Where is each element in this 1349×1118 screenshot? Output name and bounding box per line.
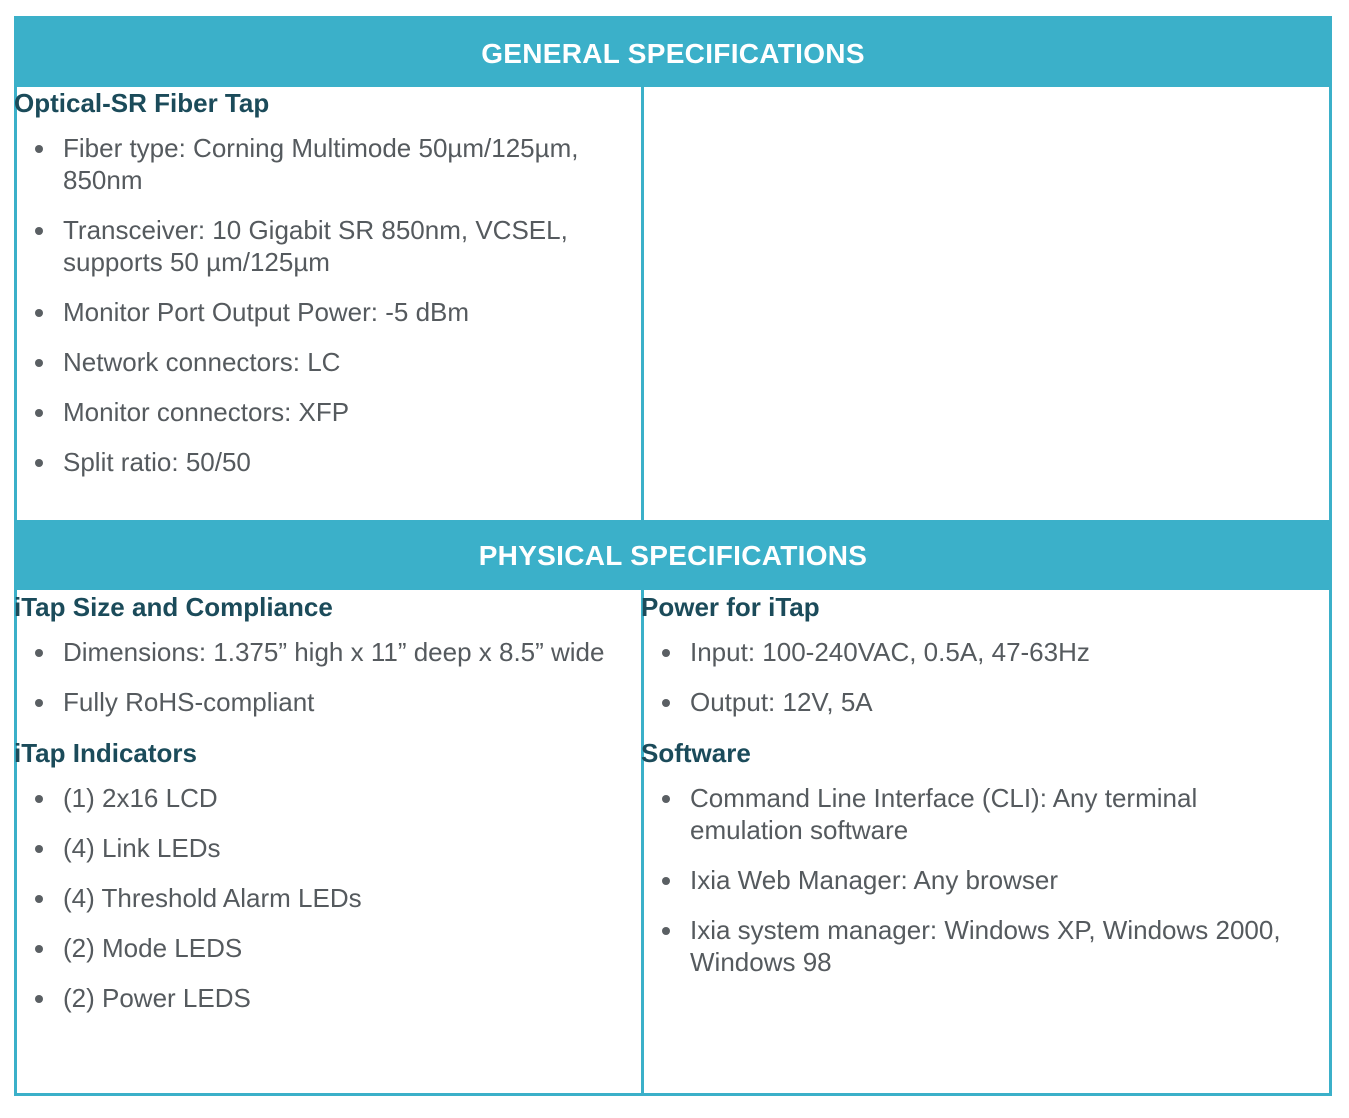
list-item xyxy=(14,686,614,718)
bullet-icon xyxy=(35,845,43,853)
size-and-indicators-section xyxy=(14,590,614,1032)
bullet-icon xyxy=(35,309,43,317)
list-item-text: Ixia system manager: Windows XP, Windows 2000, Windows 98 xyxy=(690,915,1281,977)
list-item xyxy=(14,296,614,328)
list-item-text: Fiber type: Corning Multimode 50µm/125µm, 850nm xyxy=(63,133,579,195)
bullet-icon xyxy=(35,995,43,1003)
list-item-text: (1) 2x16 LCD xyxy=(63,783,218,813)
spec-list xyxy=(14,636,614,718)
spec-list xyxy=(14,132,614,478)
bullet-icon xyxy=(35,359,43,367)
list-item-text: (2) Mode LEDS xyxy=(63,933,243,963)
list-item-text: Input: 100-240VAC, 0.5A, 47-63Hz xyxy=(690,637,1090,667)
list-item xyxy=(641,914,1281,978)
section-heading: Optical-SR Fiber Tap xyxy=(14,88,270,118)
list-item-text: (4) Threshold Alarm LEDs xyxy=(63,883,362,913)
spec-list xyxy=(641,782,1281,978)
bullet-icon xyxy=(662,699,670,707)
spec-list xyxy=(641,636,1281,718)
list-item xyxy=(14,982,614,1014)
bullet-icon xyxy=(35,145,43,153)
bullet-icon xyxy=(35,795,43,803)
list-item xyxy=(641,782,1281,846)
list-item xyxy=(641,864,1281,896)
list-item xyxy=(641,636,1281,668)
bullet-icon xyxy=(35,227,43,235)
list-item-text: Fully RoHS-compliant xyxy=(63,687,315,717)
general-specifications-header: GENERAL SPECIFICATIONS xyxy=(17,19,1329,87)
bullet-icon xyxy=(35,895,43,903)
list-item-text: (4) Link LEDs xyxy=(63,833,221,863)
bullet-icon xyxy=(35,649,43,657)
list-item xyxy=(14,214,614,278)
bullet-icon xyxy=(662,649,670,657)
bullet-icon xyxy=(662,877,670,885)
bullet-icon xyxy=(35,409,43,417)
optical-fiber-tap-section xyxy=(14,86,614,496)
list-item-text: Transceiver: 10 Gigabit SR 850nm, VCSEL, supports 50 µm/125µm xyxy=(63,215,568,277)
section-heading: iTap Indicators xyxy=(14,738,197,768)
list-item-text: Network connectors: LC xyxy=(63,347,341,377)
bullet-icon xyxy=(35,699,43,707)
bullet-icon xyxy=(662,795,670,803)
list-item-text: (2) Power LEDS xyxy=(63,983,251,1013)
section-heading: Power for iTap xyxy=(641,592,820,622)
list-item-text: Command Line Interface (CLI): Any terminal emulation software xyxy=(690,783,1198,845)
power-and-software-section xyxy=(641,590,1281,996)
list-item xyxy=(14,782,614,814)
list-item xyxy=(14,396,614,428)
list-item-text: Ixia Web Manager: Any browser xyxy=(690,865,1059,895)
list-item xyxy=(14,882,614,914)
list-item xyxy=(14,832,614,864)
list-item-text: Split ratio: 50/50 xyxy=(63,447,251,477)
list-item-text: Dimensions: 1.375” high x 11” deep x 8.5” wide xyxy=(63,637,605,667)
list-item xyxy=(14,446,614,478)
section-heading: Software xyxy=(641,738,751,768)
bullet-icon xyxy=(662,927,670,935)
list-item xyxy=(14,636,614,668)
spec-list xyxy=(14,782,614,1014)
list-item-text: Monitor Port Output Power: -5 dBm xyxy=(63,297,470,327)
list-item-text: Monitor connectors: XFP xyxy=(63,397,350,427)
section-heading: iTap Size and Compliance xyxy=(14,592,333,622)
list-item-text: Output: 12V, 5A xyxy=(690,687,873,717)
column-divider xyxy=(641,87,644,520)
bullet-icon xyxy=(35,945,43,953)
list-item xyxy=(14,346,614,378)
bullet-icon xyxy=(35,459,43,467)
list-item xyxy=(14,132,614,196)
list-item xyxy=(641,686,1281,718)
list-item xyxy=(14,932,614,964)
physical-specifications-header: PHYSICAL SPECIFICATIONS xyxy=(17,520,1329,590)
